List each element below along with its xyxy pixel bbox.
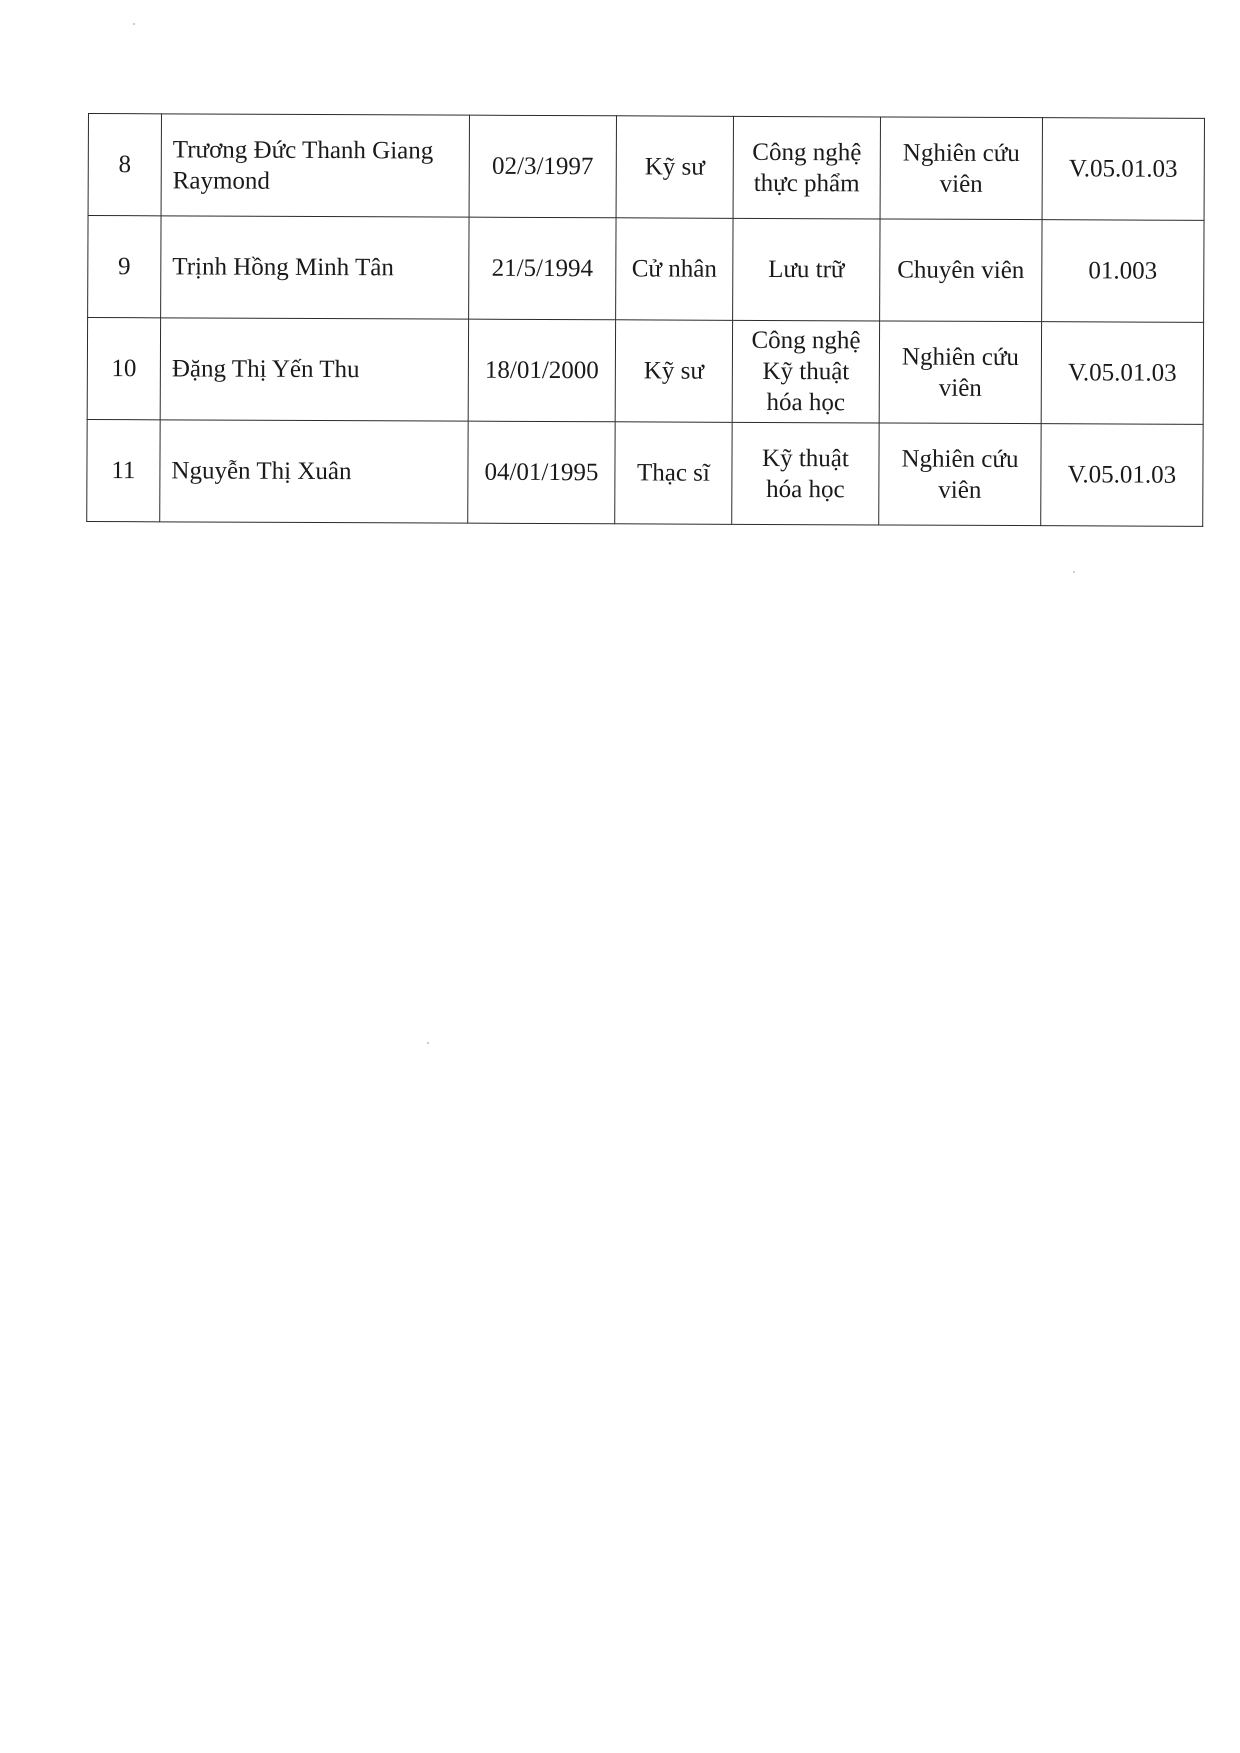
name-cell — [161, 216, 469, 319]
table-row — [88, 114, 1204, 221]
rank-cell — [880, 117, 1042, 220]
code-cell — [1042, 220, 1204, 323]
code-text: 01.003 — [1088, 257, 1158, 285]
table-row — [88, 216, 1204, 323]
name-text: Nguyễn Thị Xuân — [171, 457, 352, 486]
name-text: Trương Đức Thanh Giang — [172, 135, 434, 165]
rank-text: Nghiên cứu — [901, 343, 1020, 371]
code-cell — [1041, 424, 1203, 527]
table-row — [87, 419, 1203, 526]
rank-text: Nghiên cứu — [902, 139, 1020, 167]
degree-text: Thạc sĩ — [636, 459, 710, 487]
dob-cell — [468, 421, 615, 524]
name-text-line2: Raymond — [172, 166, 270, 195]
rank-text-line2: viên — [938, 476, 982, 504]
stt-text: 8 — [118, 151, 132, 179]
major-text: Lưu trữ — [768, 255, 845, 284]
degree-cell — [616, 218, 733, 321]
major-cell — [733, 116, 880, 219]
dob-text: 02/3/1997 — [492, 152, 594, 181]
staff-table — [86, 113, 1205, 527]
major-text: Công nghệ — [751, 326, 861, 355]
major-text-line2: thực phẩm — [753, 169, 860, 197]
major-text-line3: hóa học — [766, 388, 846, 417]
scan-speck — [1073, 571, 1075, 573]
major-cell — [732, 320, 879, 423]
dob-text: 18/01/2000 — [484, 356, 599, 385]
stt-text: 11 — [111, 457, 136, 485]
code-cell — [1042, 118, 1204, 221]
stt-cell — [87, 419, 160, 521]
scan-speck — [427, 1042, 429, 1044]
major-text: Công nghệ — [752, 138, 862, 166]
stt-text: 10 — [111, 355, 137, 383]
degree-text: Kỹ sư — [644, 153, 705, 181]
degree-cell — [615, 422, 732, 525]
name-text: Trịnh Hồng Minh Tân — [172, 253, 394, 282]
code-text: V.05.01.03 — [1067, 461, 1177, 489]
stt-cell — [88, 114, 161, 216]
stt-cell — [87, 318, 160, 420]
dob-text: 04/01/1995 — [484, 458, 599, 487]
scan-speck — [133, 23, 135, 25]
table-row — [87, 318, 1203, 425]
rank-text-line2: viên — [938, 374, 982, 402]
major-text-line2: Kỹ thuật — [762, 357, 850, 386]
rank-text: Nghiên cứu — [901, 445, 1019, 473]
name-cell — [161, 114, 469, 217]
rank-cell — [879, 321, 1041, 424]
name-text: Đặng Thị Yến Thu — [171, 355, 360, 384]
code-text: V.05.01.03 — [1068, 359, 1177, 387]
stt-cell — [88, 216, 161, 318]
dob-text: 21/5/1994 — [491, 254, 594, 283]
dob-cell — [469, 115, 616, 218]
major-cell — [732, 422, 879, 525]
code-text: V.05.01.03 — [1068, 155, 1178, 183]
code-cell — [1041, 322, 1203, 425]
rank-cell — [880, 219, 1042, 322]
name-cell — [160, 318, 468, 421]
rank-cell — [879, 423, 1041, 526]
major-text: Kỹ thuật — [762, 444, 849, 472]
degree-text: Kỹ sư — [643, 357, 704, 385]
dob-cell — [469, 217, 616, 320]
rank-text-line2: viên — [939, 170, 983, 198]
rank-text: Chuyên viên — [897, 256, 1025, 285]
major-text-line2: hóa học — [766, 475, 845, 503]
degree-text: Cử nhân — [631, 255, 717, 283]
degree-cell — [615, 320, 732, 423]
name-cell — [160, 420, 468, 523]
degree-cell — [616, 116, 733, 219]
dob-cell — [468, 319, 615, 422]
major-cell — [733, 218, 880, 321]
stt-text: 9 — [118, 253, 131, 281]
